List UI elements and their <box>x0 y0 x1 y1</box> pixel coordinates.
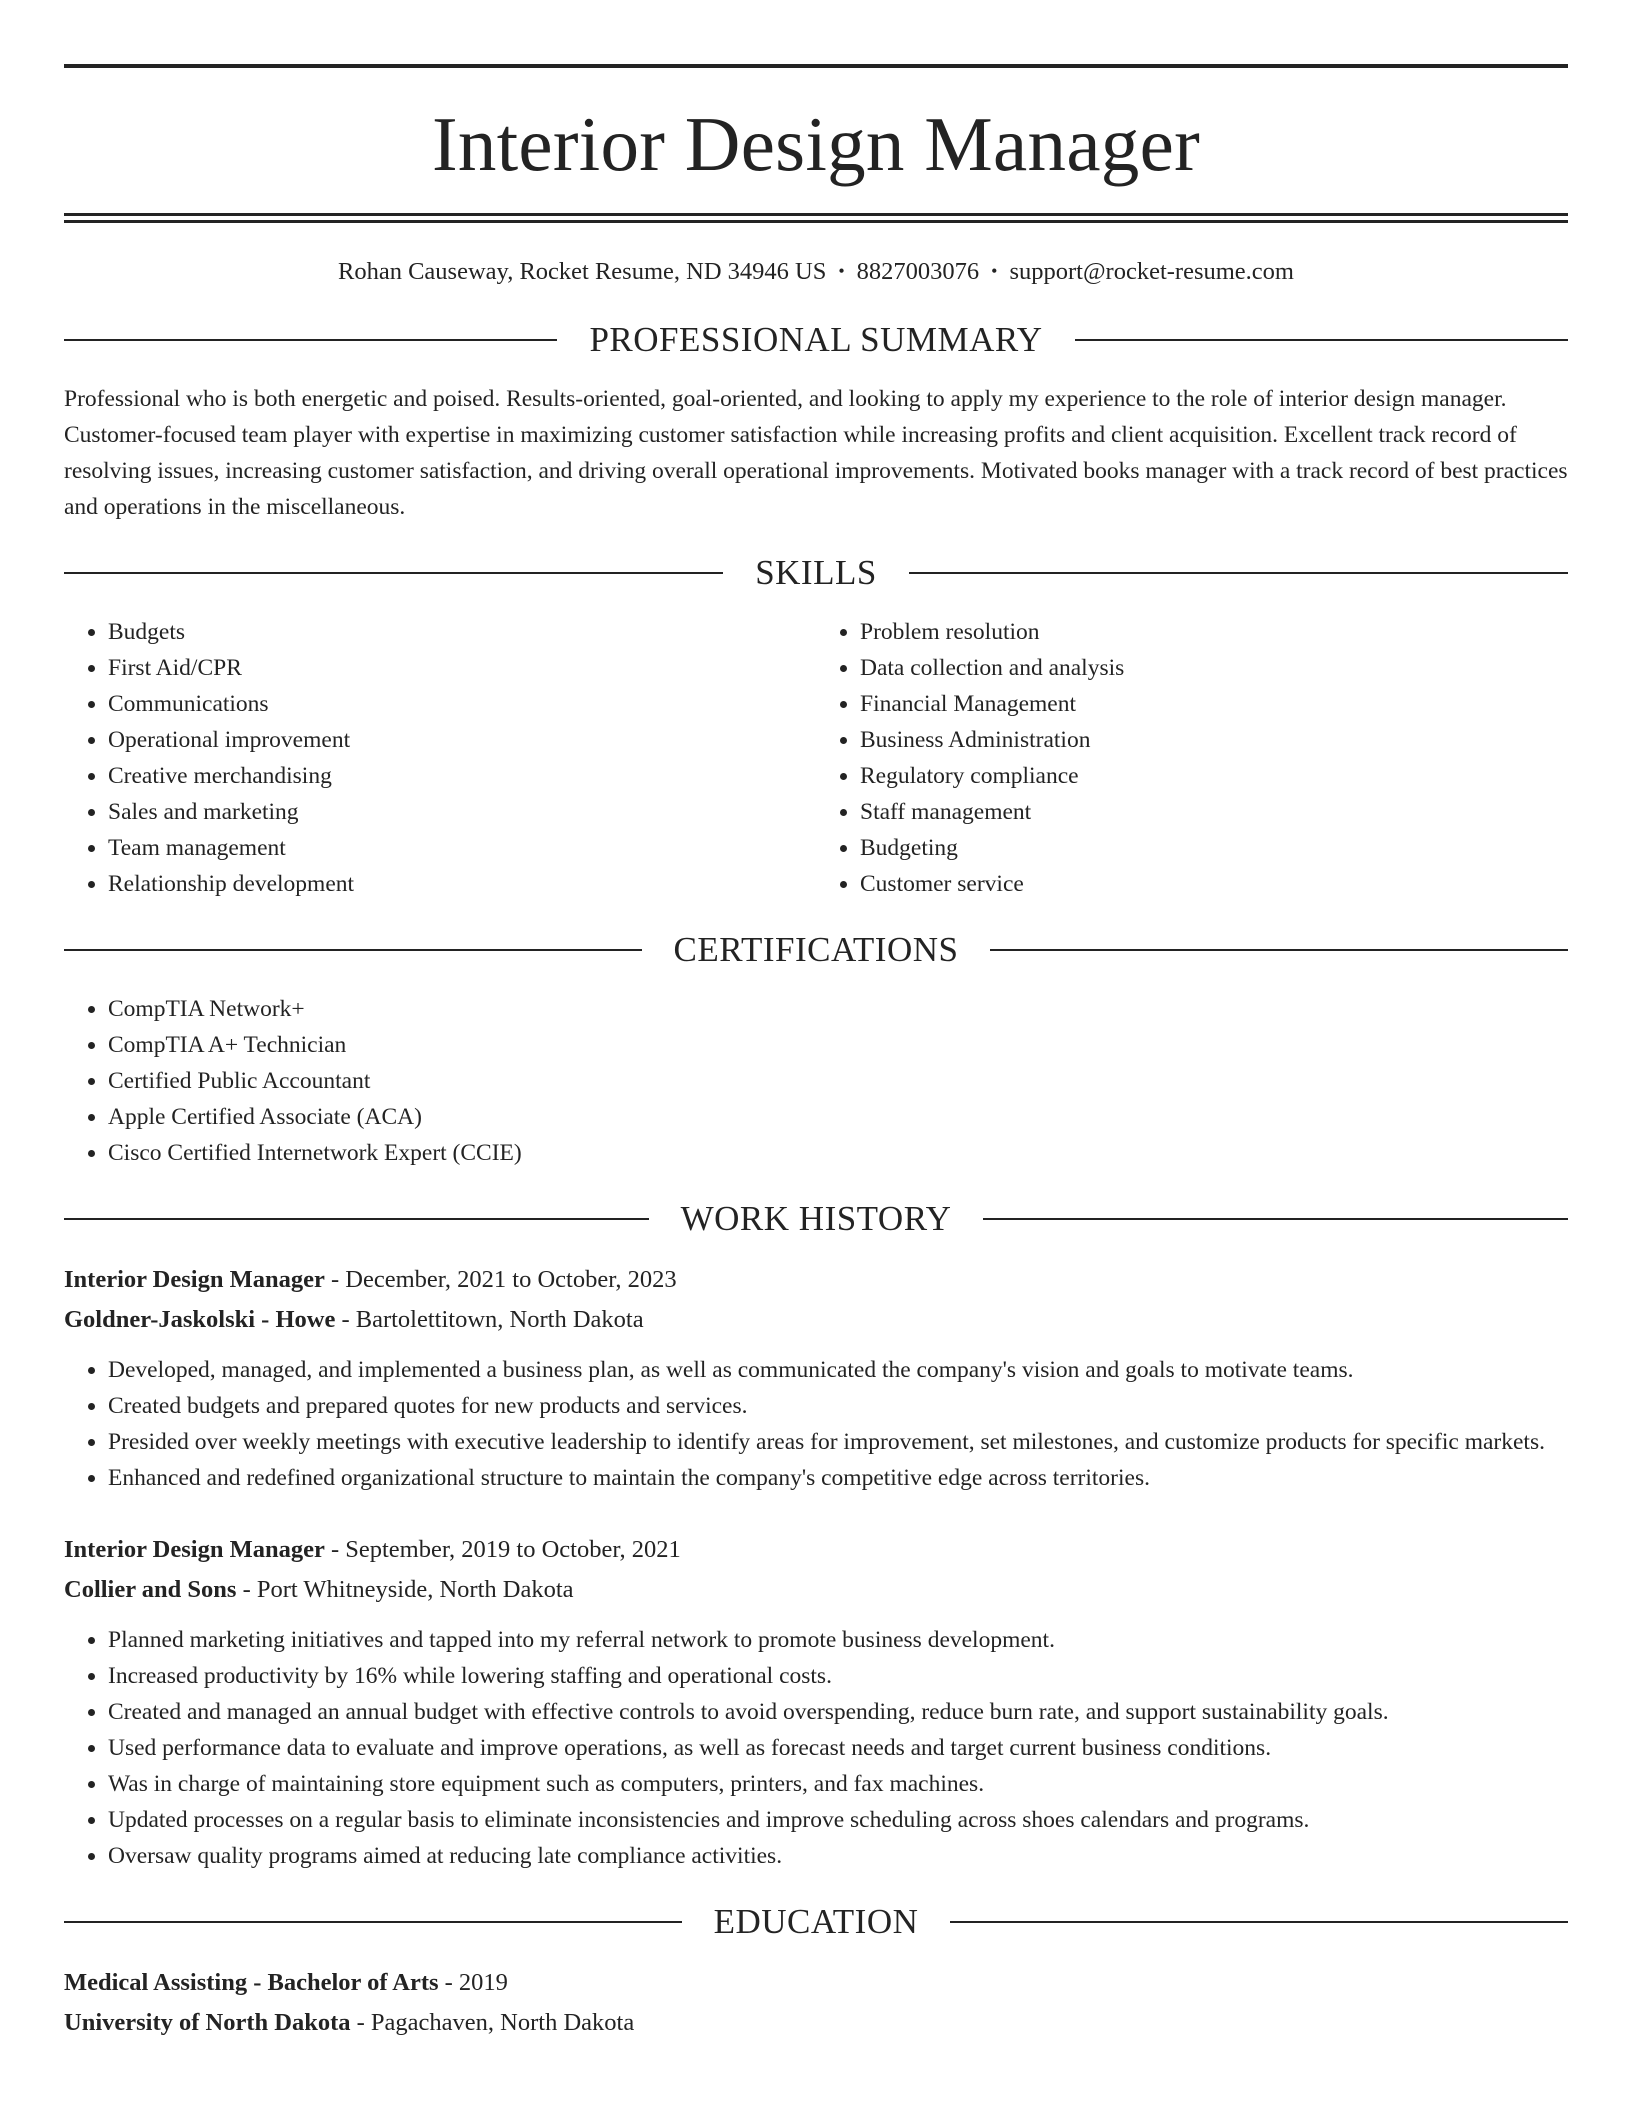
section-rule <box>983 1218 1568 1220</box>
section-title-certifications: CERTIFICATIONS <box>673 930 959 970</box>
education-degree: Medical Assisting - Bachelor of Arts <box>64 1969 439 1997</box>
section-rule <box>64 1218 649 1220</box>
section-rule <box>1075 339 1568 341</box>
section-title-work: WORK HISTORY <box>680 1199 952 1239</box>
certification-item: • Cisco Certified Internetwork Expert (CCIE) <box>108 1135 1568 1171</box>
section-rule <box>64 339 557 341</box>
skill-item: • Team management <box>108 830 816 866</box>
job-bullet: • Created budgets and prepared quotes for new products and services. <box>108 1388 1568 1424</box>
job-bullet: • Used performance data to evaluate and improve operations, as well as forecast needs and target current business conditions. <box>108 1730 1568 1766</box>
section-header-education <box>64 1902 1568 1942</box>
section-header-work <box>64 1199 1568 1239</box>
job-bullet: • Updated processes on a regular basis to eliminate inconsistencies and improve scheduling across shoes calendars and programs. <box>108 1802 1568 1838</box>
skill-item: • Communications <box>108 686 816 722</box>
skill-item: • Financial Management <box>860 686 1568 722</box>
job-bullet: • Increased productivity by 16% while lowering staffing and operational costs. <box>108 1658 1568 1694</box>
section-rule <box>990 949 1568 951</box>
section-header-certifications <box>64 930 1568 970</box>
job-entry <box>64 1530 1568 1874</box>
skill-item: • Relationship development <box>108 866 816 902</box>
education-school-line <box>64 2003 1568 2043</box>
section-rule <box>64 1921 682 1923</box>
education-location: - Pagachaven, North Dakota <box>350 2009 635 2037</box>
job-company-line <box>64 1570 1568 1610</box>
section-title-summary: PROFESSIONAL SUMMARY <box>589 320 1043 360</box>
skill-item: • First Aid/CPR <box>108 650 816 686</box>
skill-item: • Sales and marketing <box>108 794 816 830</box>
section-header-skills <box>64 553 1568 593</box>
education-entry <box>64 1963 1568 2043</box>
skill-item: • Regulatory compliance <box>860 758 1568 794</box>
job-bullet: • Oversaw quality programs aimed at reducing late compliance activities. <box>108 1838 1568 1874</box>
job-company: Goldner-Jaskolski - Howe <box>64 1306 336 1334</box>
contact-address: Rohan Causeway, Rocket Resume, ND 34946 US <box>338 258 827 285</box>
job-bullet: • Enhanced and redefined organizational structure to maintain the company's competitive edge across territories. <box>108 1460 1568 1496</box>
job-bullet: • Was in charge of maintaining store equipment such as computers, printers, and fax machines. <box>108 1766 1568 1802</box>
skills-list-left <box>64 614 816 902</box>
skills-column-left <box>64 614 816 902</box>
skill-item: • Operational improvement <box>108 722 816 758</box>
education-school: University of North Dakota <box>64 2009 351 2037</box>
job-dates: - December, 2021 to October, 2023 <box>324 1266 677 1294</box>
job-bullet: • Planned marketing initiatives and tapped into my referral network to promote business development. <box>108 1622 1568 1658</box>
skills-grid <box>64 614 1568 902</box>
certification-item: • Apple Certified Associate (ACA) <box>108 1099 1568 1135</box>
job-role: Interior Design Manager <box>64 1536 325 1564</box>
job-bullet: • Presided over weekly meetings with executive leadership to identify areas for improvement, set milestones, and customize products for specific markets. <box>108 1424 1568 1460</box>
skill-item: • Data collection and analysis <box>860 650 1568 686</box>
job-title-line <box>64 1530 1568 1570</box>
job-bullet: • Developed, managed, and implemented a business plan, as well as communicated the company's vision and goals to motivate teams. <box>108 1352 1568 1388</box>
certification-item: • CompTIA Network+ <box>108 991 1568 1027</box>
skill-item: • Creative merchandising <box>108 758 816 794</box>
job-location: - Bartolettitown, North Dakota <box>335 1306 644 1334</box>
job-company: Collier and Sons <box>64 1576 237 1604</box>
skill-item: • Budgeting <box>860 830 1568 866</box>
certifications-block <box>64 991 1568 1171</box>
section-header-summary <box>64 320 1568 360</box>
section-title-skills: SKILLS <box>755 553 877 593</box>
job-bullet: • Created and managed an annual budget with effective controls to avoid overspending, reduce burn rate, and support sustainability goals. <box>108 1694 1568 1730</box>
certification-item: • CompTIA A+ Technician <box>108 1027 1568 1063</box>
section-rule <box>909 572 1568 574</box>
contact-phone: 8827003076 <box>856 258 980 285</box>
professional-summary-text: Professional who is both energetic and poised. Results-oriented, goal-oriented, and looking to apply my experience to the role of interior design manager. Customer-focused team player with expertise in maximizing customer satisfaction while increasing profits and client acquisition. Excellent track record of resolving issues, increasing customer satisfaction, and driving overall operational improvements. Motivated books manager with a track record of best practices and operations in the miscellaneous. <box>64 386 1568 521</box>
resume-page <box>64 64 1568 2043</box>
title-double-rule <box>64 213 1568 223</box>
certification-item: • Certified Public Accountant <box>108 1063 1568 1099</box>
education-degree-line <box>64 1963 1568 2003</box>
job-dates: - September, 2019 to October, 2021 <box>324 1536 681 1564</box>
top-rule <box>64 64 1568 68</box>
job-company-line <box>64 1300 1568 1340</box>
section-rule <box>950 1921 1568 1923</box>
skill-item: • Staff management <box>860 794 1568 830</box>
contact-separator: • <box>991 261 998 281</box>
resume-title: Interior Design Manager <box>431 101 1201 187</box>
section-title-education: EDUCATION <box>713 1902 919 1942</box>
job-bullets <box>64 1622 1568 1874</box>
job-entry <box>64 1260 1568 1496</box>
skills-column-right <box>816 614 1568 902</box>
section-rule <box>64 572 723 574</box>
skill-item: • Budgets <box>108 614 816 650</box>
contact-line <box>64 257 1568 286</box>
job-role: Interior Design Manager <box>64 1266 325 1294</box>
job-bullets <box>64 1352 1568 1496</box>
certifications-list <box>64 991 1568 1171</box>
skills-list-right <box>816 614 1568 902</box>
section-rule <box>64 949 642 951</box>
contact-email: support@rocket-resume.com <box>1009 258 1294 285</box>
skill-item: • Customer service <box>860 866 1568 902</box>
skill-item: • Problem resolution <box>860 614 1568 650</box>
skill-item: • Business Administration <box>860 722 1568 758</box>
contact-separator: • <box>838 261 845 281</box>
job-location: - Port Whitneyside, North Dakota <box>236 1576 574 1604</box>
job-title-line <box>64 1260 1568 1300</box>
education-year: - 2019 <box>438 1969 508 1997</box>
